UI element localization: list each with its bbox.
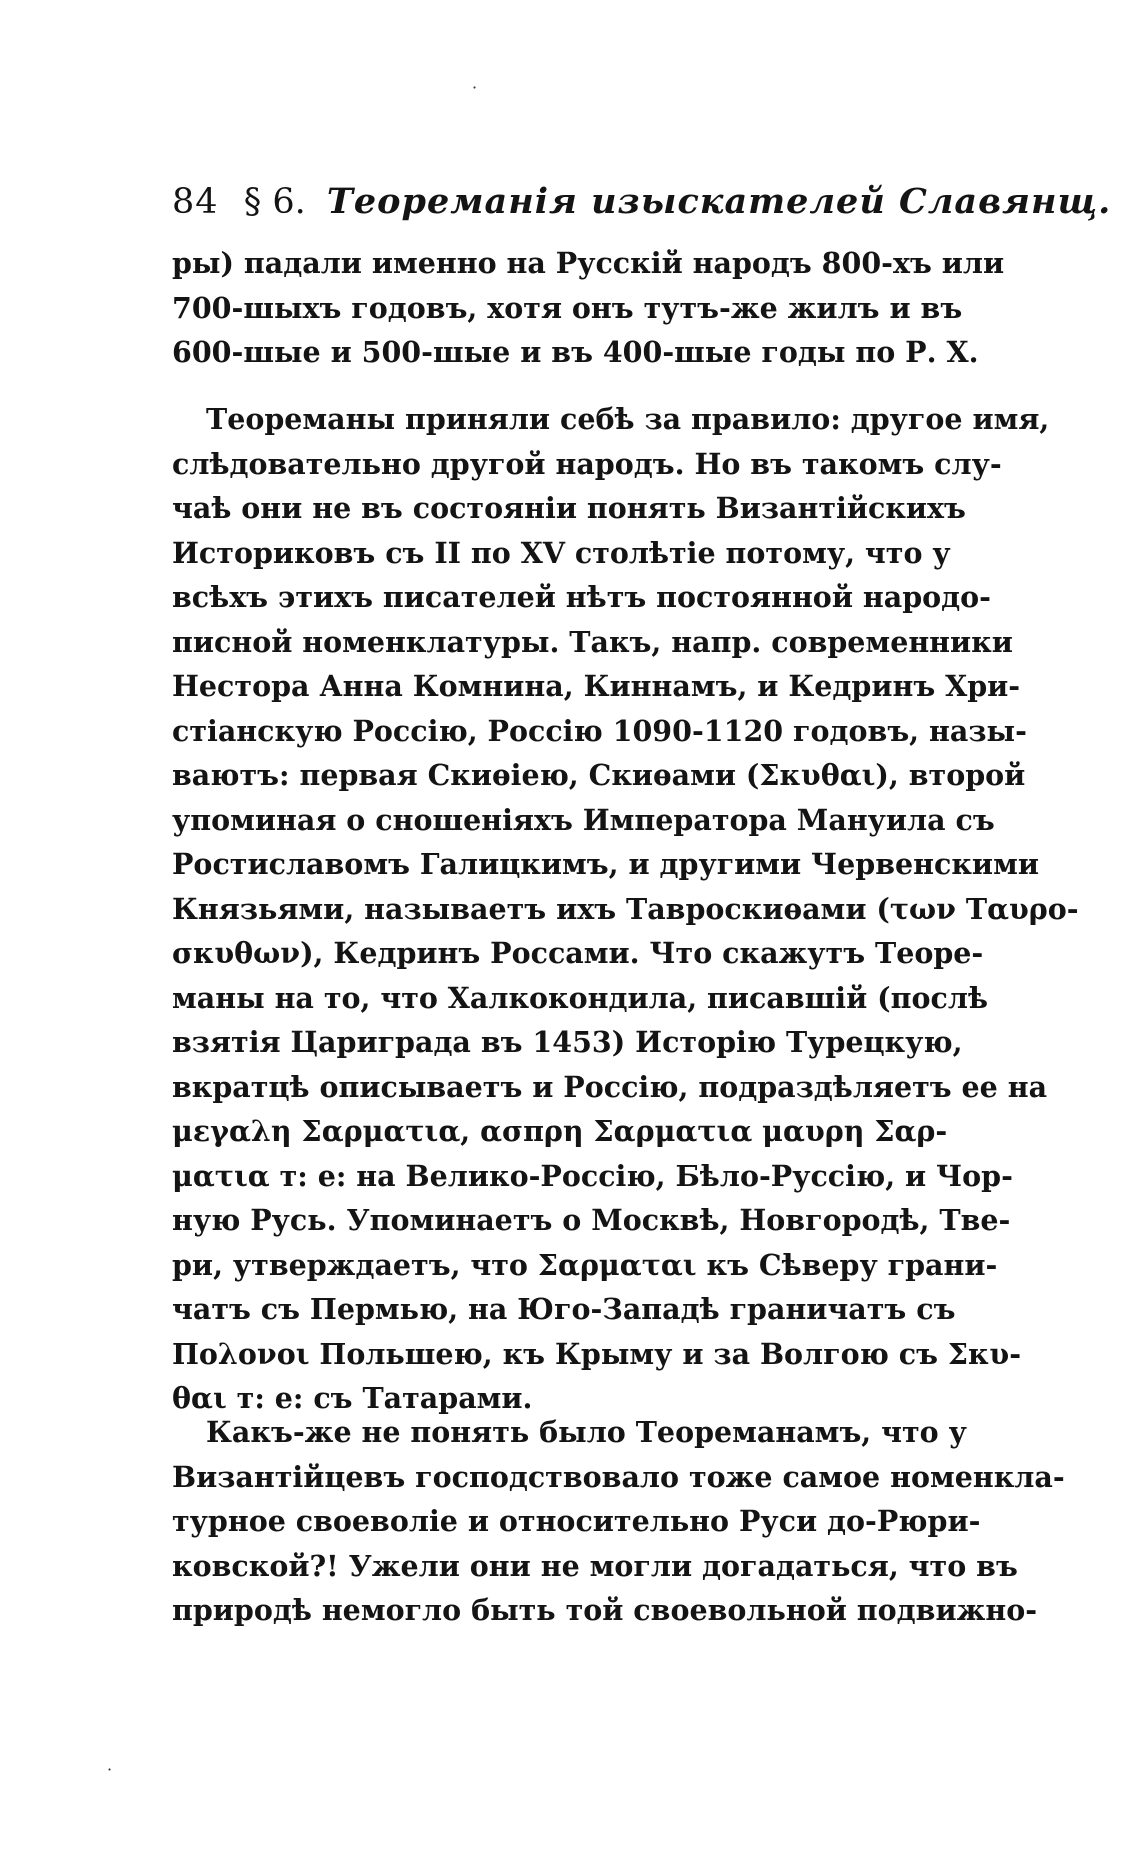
text-line: ную Русь. Упоминаетъ о Москвѣ, Новгородѣ, Тве- (172, 1203, 1011, 1237)
text-line: взятія Цариграда въ 1453) Исторію Турецкую, (172, 1025, 963, 1059)
text-line: θαι т: е: съ Татарами. (172, 1381, 533, 1415)
text-line: Ростиславомъ Галицкимъ, и другими Червенскими (172, 847, 1039, 881)
page-number: 84 (172, 182, 219, 222)
text-line: 700-шыхъ годовъ, хотя онъ тутъ-же жилъ и въ (172, 290, 963, 325)
text-line: μεγαλη Σαρματια, ασπρη Σαρματια μαυρη Σαρ- (172, 1114, 948, 1148)
text-line: ри, утверждаетъ, что Σαρμαται къ Сѣверу грани- (172, 1247, 998, 1282)
text-line: σκυθων), Кедринъ Россами. Что скажутъ Теоре- (172, 936, 984, 970)
text-line: 600-шые и 500-шые и въ 400-шые годы по Р. Х. (172, 335, 979, 369)
text-line: Теореманы приняли себѣ за правило: другое имя, (206, 402, 1050, 436)
text-line: Нестора Анна Комнина, Киннамъ, и Кедринъ Хри- (172, 669, 1021, 703)
text-line: чатъ съ Пермью, на Юго-Западѣ граничатъ съ (172, 1292, 956, 1326)
running-title: Теореманія изыскателей Славянщ. (326, 181, 1112, 222)
text-line: всѣхъ этихъ писателей нѣтъ постоянной народо- (172, 580, 991, 614)
print-speck: · (107, 1760, 113, 1779)
text-line: ры) падали именно на Русскій народъ 800-хъ или (172, 246, 1005, 280)
page-header (172, 172, 1112, 232)
text-line: ματια т: е: на Велико-Россію, Бѣло-Руссію, и Чор- (172, 1158, 1013, 1193)
text-line: стіанскую Россію, Россію 1090-1120 годовъ, назы- (172, 713, 1027, 748)
text-line: ковской?! Ужели они не могли догадаться, что въ (172, 1548, 1018, 1583)
text-line: Князьями, называетъ ихъ Тавроскиѳами (των Ταυρο- (172, 891, 1079, 926)
text-line: ваютъ: первая Скиѳіею, Скиѳами (Σκυθαι), второй (172, 758, 1026, 792)
text-line: писной номенклатуры. Такъ, напр. современники (172, 624, 1013, 659)
paragraph-2 (172, 397, 1079, 1421)
text-line: упоминая о сношеніяхъ Императора Мануила съ (172, 802, 995, 837)
paragraph-3 (172, 1410, 1065, 1633)
print-speck: · (472, 78, 478, 97)
paragraph-1 (172, 241, 1005, 375)
text-line: природѣ немогло быть той своевольной подвижно- (172, 1593, 1038, 1627)
text-line: Πολονοι Польшею, къ Крыму и за Волгою съ Σκυ- (172, 1336, 1022, 1371)
text-line: чаѣ они не въ состояніи понять Византійскихъ (172, 491, 966, 525)
text-line: турное своеволіе и относительно Руси до-Рюри- (172, 1504, 981, 1538)
text-line: Византійцевъ господствовало тоже самое номенкла- (172, 1459, 1065, 1494)
text-line: Историковъ съ II по XV столѣтіе потому, что у (172, 535, 951, 570)
section-number: § 6. (243, 182, 306, 222)
text-line: слѣдовательно другой народъ. Но въ такомъ слу- (172, 446, 1002, 481)
text-line: маны на то, что Халкокондила, писавшій (послѣ (172, 980, 989, 1015)
text-line: вкратцѣ описываетъ и Россію, подраздѣляетъ ее на (172, 1069, 1048, 1104)
text-line: Какъ-же не понять было Теореманамъ, что у (206, 1415, 967, 1449)
